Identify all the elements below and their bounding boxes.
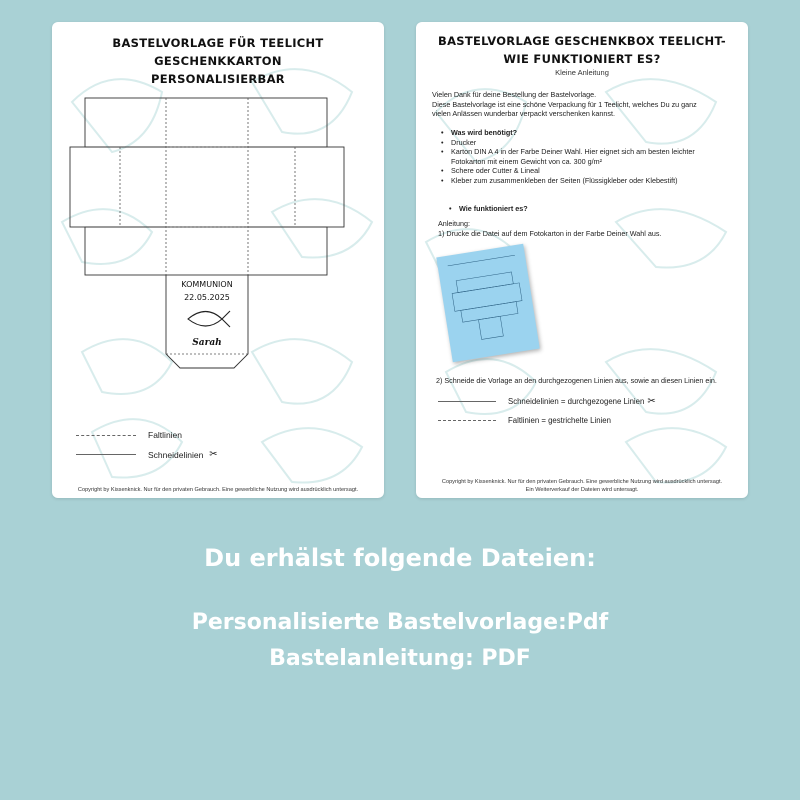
list-item-text-cont: Fotokarton mit einem Gewicht von ca. 300 g/m² (451, 156, 603, 166)
instructions-page-preview (416, 22, 748, 498)
solid-line-sample (76, 454, 136, 455)
label-name: Sarah (192, 338, 222, 348)
list-item-text: Karton DIN A 4 in der Farbe Deiner Wahl. Hier eignet sich am besten leichter (451, 147, 695, 156)
legend-fold-lines (438, 416, 611, 425)
list-item (449, 147, 740, 166)
how-heading: • Wie funktioniert es? (457, 204, 528, 214)
scissors-icon: ✂ (209, 449, 218, 460)
legend-cut-lines (438, 396, 656, 407)
legend-fold-label: Faltlinien = gestrichelte Linien (508, 416, 611, 425)
thumbnail-drawing (436, 244, 539, 362)
how-section (448, 204, 528, 214)
step-2: 2) Schneide die Vorlage an den durchgezogenen Linien aus, sowie an diesen Linien ein. (436, 376, 717, 385)
file-item-template: Personalisierte Bastelvorlage:Pdf (191, 610, 609, 635)
legend-cut-label: Schneidelinien (148, 449, 204, 460)
intro-line: vielen Anlässen wunderbar verpackt verschenken kannst. (432, 109, 615, 118)
legend-fold-label: Faltlinien (148, 430, 183, 440)
label-occasion: KOMMUNION (181, 280, 233, 289)
solid-line-sample (438, 401, 496, 402)
instructions-text (438, 219, 744, 238)
template-thumbnail-image (436, 244, 539, 362)
instructions-footer (416, 478, 748, 494)
step-1: 1) Drucke die Datei auf dem Fotokarton in der Farbe Deiner Wahl aus. (438, 228, 662, 238)
fish-symbol-icon (188, 311, 230, 327)
scissors-icon: ✂ (647, 396, 656, 407)
instructions-subtitle: Kleine Anleitung (555, 68, 609, 77)
template-footer: Copyright by Kissenknick. Nur für den privaten Gebrauch. Eine gewerbliche Nutzung wird ausdrücklich untersagt. (77, 487, 359, 493)
main-band-outline (70, 147, 344, 227)
template-page-preview (52, 22, 384, 498)
instructions-title (416, 32, 748, 68)
template-title-line1: BASTELVORLAGE FÜR TEELICHT GESCHENKKARTON (112, 36, 324, 68)
legend-fold-lines (76, 430, 182, 440)
instructions-title-line1: BASTELVORLAGE GESCHENKBOX TEELICHT- (438, 34, 726, 48)
dashed-line-sample (438, 420, 496, 421)
template-title-line2: PERSONALISIERBAR (151, 72, 285, 86)
instructions-title-line2: WIE FUNKTIONIERT ES? (503, 52, 661, 66)
footer-line: Copyright by Kissenknick. Nur für den privaten Gebrauch. Eine gewerbliche Nutzung wird ausdrücklich untersagt. (441, 479, 723, 485)
list-item: • Schere oder Cutter & Lineal (449, 166, 740, 176)
bottom-flap-outline (85, 227, 327, 275)
intro-text (432, 90, 738, 119)
dashed-line-sample (76, 435, 136, 436)
footer-line: Ein Weiterverkauf der Dateien wird untersagt. (525, 487, 639, 493)
file-item-instructions: Bastelanleitung: PDF (269, 646, 531, 671)
instructions-label: Anleitung: (438, 219, 470, 228)
box-template-drawing (52, 22, 384, 498)
intro-line: Vielen Dank für deine Bestellung der Bastelvorlage. (432, 90, 597, 99)
needs-heading: • Was wird benötigt? (449, 128, 740, 138)
legend-cut-lines (76, 449, 218, 460)
files-heading: Du erhälst folgende Dateien: (204, 544, 596, 572)
list-item: • Kleber zum zusammenkleben der Seiten (Flüssigkleber oder Klebestift) (449, 176, 740, 186)
top-flap-outline (85, 98, 327, 147)
list-item: • Drucker (449, 138, 740, 148)
label-date: 22.05.2025 (184, 293, 230, 302)
legend-cut-label: Schneidelinien = durchgezogene Linien (508, 397, 645, 406)
intro-line: Diese Bastelvorlage ist eine schöne Verpackung für 1 Teelicht, welches Du zu ganz (432, 99, 697, 109)
needs-section (440, 128, 740, 185)
